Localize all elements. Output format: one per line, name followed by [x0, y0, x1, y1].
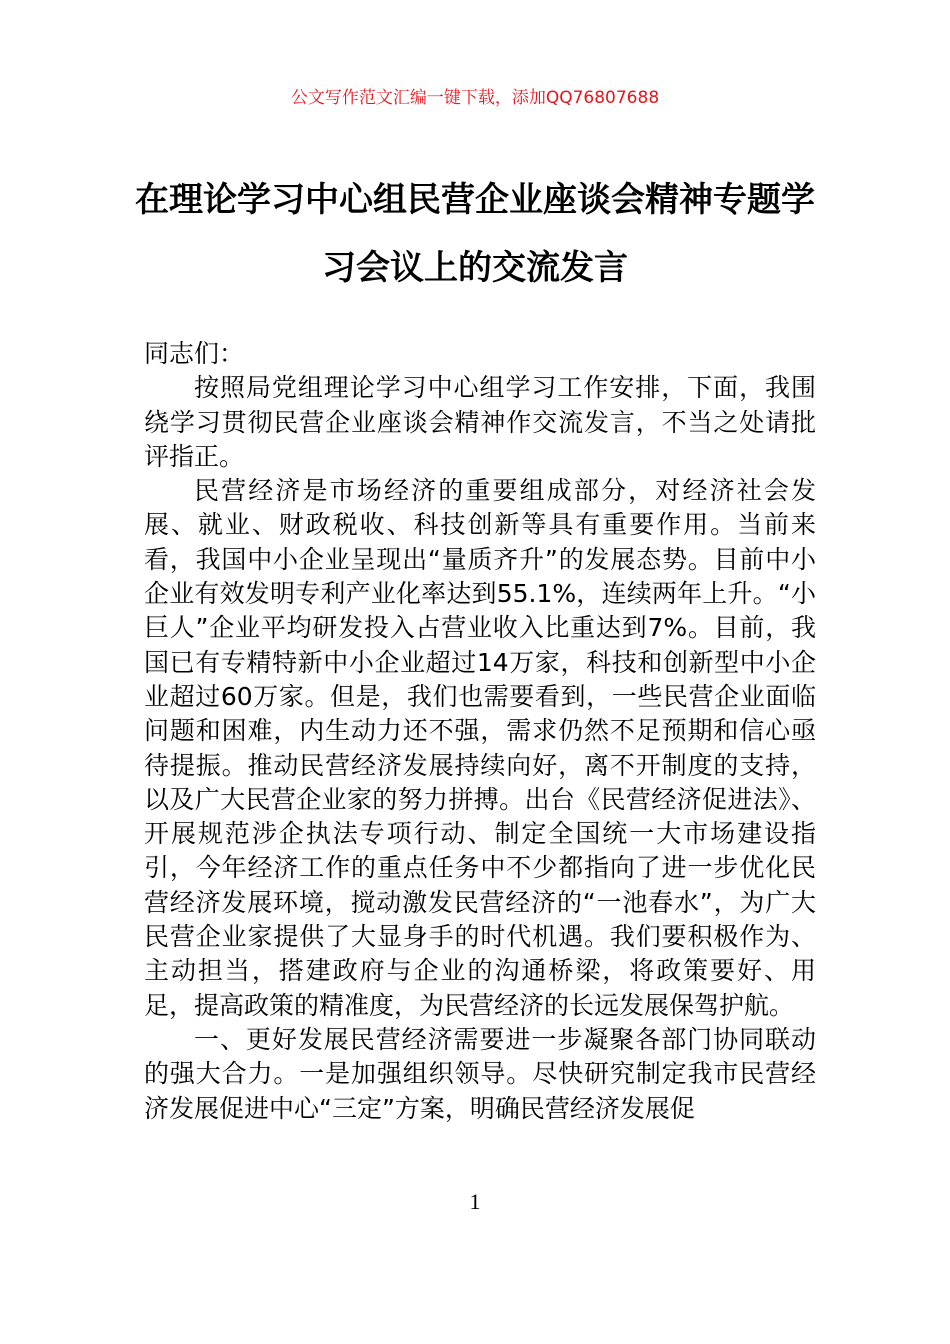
download-banner: 公文写作范文汇编一键下载，添加QQ76807688	[290, 88, 660, 108]
paragraph-intro: 按照局党组理论学习中心组学习工作安排，下面，我围绕学习贯彻民营企业座谈会精神作交流发言，不当之处请批评指正。	[144, 373, 816, 471]
paragraph-section-one: 一、更好发展民营经济需要进一步凝聚各部门协同联动的强大合力。一是加强组织领导。尽快研究制定我市民营经济发展促进中心“三定”方案，明确民营经济发展促	[144, 1024, 816, 1123]
document-title: 在理论学习中心组民营企业座谈会精神专题学习会议上的交流发言	[135, 180, 815, 288]
document-body	[144, 337, 816, 1126]
salutation: 同志们：	[144, 339, 245, 368]
page-number: 1	[469, 1189, 481, 1214]
paragraph-background: 民营经济是市场经济的重要组成部分，对经济社会发展、就业、财政税收、科技创新等具有重要作用。当前来看，我国中小企业呈现出“量质齐升”的发展态势。目前中小企业有效发明专利产业化率达到55.1%，连续两年上升。“小巨人”企业平均研发投入占营业收入比重达到7%。目前，我国已有专精特新中小企业超过14万家，科技和创新型中小企业超过60万家。但是，我们也需要看到，一些民营企业面临问题和困难，内生动力还不强，需求仍然不足预期和信心亟待提振。推动民营经济发展持续向好，离不开制度的支持，以及广大民营企业家的努力拼搏。出台《民营经济促进法》、开展规范涉企执法专项行动、制定全国统一大市场建设指引，今年经济工作的重点任务中不少都指向了进一步优化民营经济发展环境，搅动激发民营经济的“一池春水”，为广大民营企业家提供了大显身手的时代机遇。我们要积极作为、主动担当，搭建政府与企业的沟通桥梁，将政策要好、用足，提高政策的精准度，为民营经济的长远发展保驾护航。	[144, 476, 816, 1020]
